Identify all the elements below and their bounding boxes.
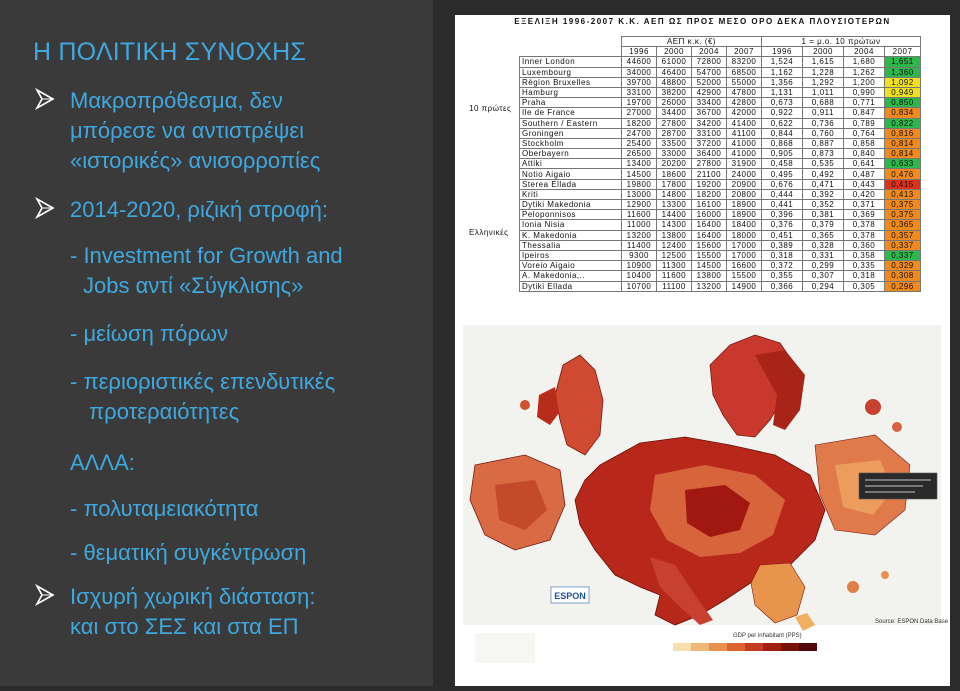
index-value: 1,131 <box>762 87 803 97</box>
gdp-value: 41000 <box>727 138 762 148</box>
gdp-value: 12900 <box>622 200 657 210</box>
gdp-value: 20800 <box>727 189 762 199</box>
index-value: 0,378 <box>844 220 885 230</box>
gdp-value: 19800 <box>622 179 657 189</box>
dash-line: - πολυταμειακότητα <box>70 496 259 521</box>
gdp-value: 16400 <box>692 230 727 240</box>
index-value: 0,844 <box>762 128 803 138</box>
gdp-value: 13200 <box>622 230 657 240</box>
gdp-value: 10900 <box>622 261 657 271</box>
index-2007-value: 0,814 <box>885 138 921 148</box>
gdp-value: 16100 <box>692 200 727 210</box>
gdp-value: 34200 <box>692 118 727 128</box>
index-value: 0,789 <box>844 118 885 128</box>
gdp-value: 48800 <box>657 77 692 87</box>
gdp-value: 16400 <box>692 220 727 230</box>
region-name: Oberbayern <box>520 149 622 159</box>
table-row <box>520 169 921 179</box>
map-source: Source: ESPON Data Base <box>875 619 949 625</box>
index-value: 0,365 <box>803 230 844 240</box>
gdp-value: 18900 <box>727 210 762 220</box>
gdp-value: 17000 <box>727 250 762 260</box>
alla-label <box>70 448 135 478</box>
index-value: 0,378 <box>844 230 885 240</box>
gdp-value: 33100 <box>622 87 657 97</box>
gdp-table <box>519 36 921 292</box>
gdp-value: 9300 <box>622 250 657 260</box>
gdp-value: 27800 <box>692 159 727 169</box>
index-value: 0,736 <box>803 118 844 128</box>
table-row <box>520 179 921 189</box>
region-name: Région Bruxelles <box>520 77 622 87</box>
year-cell: 2004 <box>844 47 885 57</box>
index-2007-value: 0,949 <box>885 87 921 97</box>
index-2007-value: 0,375 <box>885 210 921 220</box>
gdp-value: 11400 <box>622 240 657 250</box>
index-2007-value: 0,850 <box>885 98 921 108</box>
table-row <box>520 271 921 281</box>
gdp-value: 34400 <box>657 108 692 118</box>
index-value: 0,495 <box>762 169 803 179</box>
region-name: A. Makedonia,.. <box>520 271 622 281</box>
table-row <box>520 220 921 230</box>
region-name: Peloponnisos <box>520 210 622 220</box>
index-value: 0,487 <box>844 169 885 179</box>
gdp-value: 11000 <box>622 220 657 230</box>
table-row <box>520 200 921 210</box>
gdp-value: 15500 <box>692 250 727 260</box>
gdp-value: 41000 <box>727 149 762 159</box>
table-header-row <box>520 37 921 47</box>
index-value: 0,389 <box>762 240 803 250</box>
region-name: Voreio Aigaio <box>520 261 622 271</box>
gdp-value: 36400 <box>692 149 727 159</box>
arrow-bullet-icon <box>34 88 56 110</box>
index-value: 0,318 <box>762 250 803 260</box>
index-2007-value: 0,633 <box>885 159 921 169</box>
index-2007-value: 0,365 <box>885 220 921 230</box>
index-value: 0,760 <box>803 128 844 138</box>
gdp-value: 33400 <box>692 98 727 108</box>
table-row <box>520 77 921 87</box>
index-value: 0,360 <box>844 240 885 250</box>
index-value: 0,922 <box>762 108 803 118</box>
index-value: 0,318 <box>844 271 885 281</box>
bullet-2014-2020 <box>70 195 328 225</box>
index-value: 0,331 <box>803 250 844 260</box>
index-value: 0,441 <box>762 200 803 210</box>
table-row <box>520 159 921 169</box>
gdp-value: 19200 <box>692 179 727 189</box>
bullet-spatial <box>70 582 315 642</box>
gdp-value: 46400 <box>657 67 692 77</box>
gdp-value: 13400 <box>622 159 657 169</box>
gdp-value: 27000 <box>622 108 657 118</box>
index-2007-value: 0,822 <box>885 118 921 128</box>
gdp-value: 11600 <box>622 210 657 220</box>
index-2007-value: 0,415 <box>885 179 921 189</box>
bullet-line: Ισχυρή χωρική διάσταση: <box>70 584 316 609</box>
gdp-cartogram-map <box>455 325 950 686</box>
index-value: 0,335 <box>844 261 885 271</box>
gdp-value: 33500 <box>657 138 692 148</box>
gdp-table-panel <box>455 15 950 325</box>
index-value: 0,369 <box>844 210 885 220</box>
index-2007-value: 0,357 <box>885 230 921 240</box>
table-row <box>520 108 921 118</box>
index-value: 1,011 <box>803 87 844 97</box>
index-value: 1,356 <box>762 77 803 87</box>
gdp-value: 36700 <box>692 108 727 118</box>
gdp-value: 25400 <box>622 138 657 148</box>
gdp-value: 11300 <box>657 261 692 271</box>
index-2007-value: 0,814 <box>885 149 921 159</box>
index-value: 0,868 <box>762 138 803 148</box>
gdp-value: 15600 <box>692 240 727 250</box>
index-2007-value: 0,296 <box>885 281 921 291</box>
index-value: 0,622 <box>762 118 803 128</box>
gdp-value: 34000 <box>622 67 657 77</box>
index-value: 0,911 <box>803 108 844 118</box>
index-value: 1,200 <box>844 77 885 87</box>
region-name: Praha <box>520 98 622 108</box>
index-2007-value: 0,375 <box>885 200 921 210</box>
gdp-value: 27800 <box>657 118 692 128</box>
region-name: Ipeiros <box>520 250 622 260</box>
index-value: 0,420 <box>844 189 885 199</box>
gdp-value: 37200 <box>692 138 727 148</box>
gdp-value: 41400 <box>727 118 762 128</box>
index-value: 0,355 <box>762 271 803 281</box>
index-value: 0,471 <box>803 179 844 189</box>
index-value: 0,771 <box>844 98 885 108</box>
index-value: 0,458 <box>762 159 803 169</box>
arrow-bullet-icon <box>34 584 56 606</box>
gdp-value: 55000 <box>727 77 762 87</box>
gdp-value: 31900 <box>727 159 762 169</box>
table-row <box>520 261 921 271</box>
year-cell: 2004 <box>692 47 727 57</box>
gdp-value: 10700 <box>622 281 657 291</box>
region-name: Thessalia <box>520 240 622 250</box>
dash-priorities <box>70 367 335 427</box>
dash-line: ΑΛΛΑ: <box>70 450 135 475</box>
bullet-longterm <box>70 86 320 176</box>
index-value: 0,673 <box>762 98 803 108</box>
gdp-value: 42800 <box>727 98 762 108</box>
region-name: Notio Aigaio <box>520 169 622 179</box>
index-value: 0,358 <box>844 250 885 260</box>
index-value: 0,535 <box>803 159 844 169</box>
region-name: Groningen <box>520 128 622 138</box>
gdp-value: 33100 <box>692 128 727 138</box>
index-2007-value: 0,476 <box>885 169 921 179</box>
index-value: 0,905 <box>762 149 803 159</box>
gdp-value: 18200 <box>692 189 727 199</box>
bullet-line: μπόρεσε να αντιστρέψει <box>70 118 305 143</box>
index-value: 0,307 <box>803 271 844 281</box>
index-value: 0,444 <box>762 189 803 199</box>
gdp-value: 54700 <box>692 67 727 77</box>
year-cell: 2007 <box>885 47 921 57</box>
year-cell: 2007 <box>727 47 762 57</box>
gdp-value: 28700 <box>657 128 692 138</box>
index-2007-value: 0,413 <box>885 189 921 199</box>
table-body <box>520 57 921 291</box>
index-2007-value: 0,329 <box>885 261 921 271</box>
index-value: 0,352 <box>803 200 844 210</box>
gdp-value: 14500 <box>622 169 657 179</box>
index-value: 0,372 <box>762 261 803 271</box>
region-name: Ile de France <box>520 108 622 118</box>
gdp-value: 41100 <box>727 128 762 138</box>
gdp-value: 68500 <box>727 67 762 77</box>
index-value: 0,381 <box>803 210 844 220</box>
gdp-value: 18200 <box>622 118 657 128</box>
index-header: 1 = μ.ο. 10 πρώτων <box>762 37 921 47</box>
gdp-value: 16600 <box>727 261 762 271</box>
gdp-value: 13800 <box>692 271 727 281</box>
index-value: 1,162 <box>762 67 803 77</box>
index-value: 0,366 <box>762 281 803 291</box>
gdp-value: 20900 <box>727 179 762 189</box>
index-value: 0,379 <box>803 220 844 230</box>
gdp-value: 12400 <box>657 240 692 250</box>
gdp-value: 11600 <box>657 271 692 281</box>
index-value: 0,305 <box>844 281 885 291</box>
dash-line: προτεραιότητες <box>89 399 240 424</box>
map-legend-title: GDP per inhabitant (PPS) <box>733 633 802 639</box>
dash-thematic <box>70 538 306 568</box>
gdp-value: 72800 <box>692 57 727 67</box>
index-value: 0,873 <box>803 149 844 159</box>
gdp-value: 14500 <box>692 261 727 271</box>
index-value: 1,262 <box>844 67 885 77</box>
region-name: Dytiki Ellada <box>520 281 622 291</box>
table-row <box>520 67 921 77</box>
table-year-row <box>520 47 921 57</box>
bullet-line: «ιστορικές» ανισορροπίες <box>70 148 321 173</box>
table-row <box>520 250 921 260</box>
index-value: 0,294 <box>803 281 844 291</box>
arrow-bullet-icon <box>34 197 56 219</box>
dash-line: - Investment for Growth and <box>70 243 343 268</box>
index-2007-value: 1,092 <box>885 77 921 87</box>
index-value: 0,328 <box>803 240 844 250</box>
gdp-value: 61000 <box>657 57 692 67</box>
gdp-value: 39700 <box>622 77 657 87</box>
gdp-value: 21100 <box>692 169 727 179</box>
dash-resources <box>70 319 228 349</box>
index-value: 0,396 <box>762 210 803 220</box>
index-value: 1,228 <box>803 67 844 77</box>
table-title: ΕΞΕΛΙΞΗ 1996-2007 Κ.Κ. ΑΕΠ ΩΣ ΠΡΟΣ ΜΕΣΟ ΟΡΟ ΔΕΚΑ ΠΛΟΥΣΙΟΤΕΡΩΝ <box>514 17 891 26</box>
gdp-value: 83200 <box>727 57 762 67</box>
group-label-top10: 10 πρώτες <box>469 104 512 113</box>
gdp-value: 18400 <box>727 220 762 230</box>
gdp-value: 20200 <box>657 159 692 169</box>
table-row <box>520 240 921 250</box>
gdp-value: 12500 <box>657 250 692 260</box>
year-cell: 1996 <box>622 47 657 57</box>
gdp-value: 26000 <box>657 98 692 108</box>
index-value: 0,443 <box>844 179 885 189</box>
index-2007-value: 0,308 <box>885 271 921 281</box>
index-value: 0,764 <box>844 128 885 138</box>
index-value: 0,299 <box>803 261 844 271</box>
index-value: 0,858 <box>844 138 885 148</box>
index-value: 0,840 <box>844 149 885 159</box>
gdp-value: 11100 <box>657 281 692 291</box>
index-value: 0,451 <box>762 230 803 240</box>
index-2007-value: 0,337 <box>885 250 921 260</box>
year-cell: 2000 <box>657 47 692 57</box>
table-row <box>520 230 921 240</box>
table-row <box>520 281 921 291</box>
index-value: 0,371 <box>844 200 885 210</box>
dash-line: - θεματική συγκέντρωση <box>70 540 307 565</box>
gdp-value: 17800 <box>657 179 692 189</box>
table-row <box>520 87 921 97</box>
gdp-value: 13000 <box>622 189 657 199</box>
gdp-value: 10400 <box>622 271 657 281</box>
gdp-value: 14300 <box>657 220 692 230</box>
index-value: 0,990 <box>844 87 885 97</box>
index-value: 1,524 <box>762 57 803 67</box>
index-value: 0,376 <box>762 220 803 230</box>
dash-line: Jobs αντί «Σύγκλισης» <box>83 273 304 298</box>
gdp-value: 13300 <box>657 200 692 210</box>
table-row <box>520 118 921 128</box>
region-name: Attiki <box>520 159 622 169</box>
region-name: Ionia Nisia <box>520 220 622 230</box>
gdp-value: 24000 <box>727 169 762 179</box>
table-row <box>520 98 921 108</box>
table-row <box>520 210 921 220</box>
espon-map-panel <box>455 325 950 686</box>
region-name: Hamburg <box>520 87 622 97</box>
gdp-value: 26500 <box>622 149 657 159</box>
dash-line: - περιοριστικές επενδυτικές <box>70 369 336 394</box>
table-row <box>520 149 921 159</box>
gdp-value: 38200 <box>657 87 692 97</box>
index-value: 1,292 <box>803 77 844 87</box>
gdp-value: 16000 <box>692 210 727 220</box>
espon-logo: ESPON <box>554 591 586 601</box>
gdp-value: 18000 <box>727 230 762 240</box>
gdp-value: 13200 <box>692 281 727 291</box>
gdp-value: 42900 <box>692 87 727 97</box>
table-row <box>520 128 921 138</box>
region-name: Inner London <box>520 57 622 67</box>
dash-multifund <box>70 494 259 524</box>
index-value: 1,680 <box>844 57 885 67</box>
index-value: 1,615 <box>803 57 844 67</box>
gdp-value: 47800 <box>727 87 762 97</box>
dash-line: - μείωση πόρων <box>70 321 229 346</box>
gdp-value: 14400 <box>657 210 692 220</box>
index-2007-value: 0,816 <box>885 128 921 138</box>
table-row <box>520 189 921 199</box>
bullet-line: 2014-2020, ριζική στροφή: <box>70 197 329 222</box>
gdp-value: 44600 <box>622 57 657 67</box>
index-value: 0,392 <box>803 189 844 199</box>
left-text-panel <box>0 0 433 686</box>
region-name: Dytiki Makedonia <box>520 200 622 210</box>
gdp-value: 33000 <box>657 149 692 159</box>
index-value: 0,492 <box>803 169 844 179</box>
gdp-header: ΑΕΠ κ.κ. (€) <box>622 37 762 47</box>
table-row <box>520 138 921 148</box>
gdp-value: 17000 <box>727 240 762 250</box>
index-2007-value: 1,651 <box>885 57 921 67</box>
table-row <box>520 57 921 67</box>
group-label-greek: Ελληνικές <box>469 228 509 237</box>
region-name: Sterea Ellada <box>520 179 622 189</box>
index-2007-value: 1,360 <box>885 67 921 77</box>
slide-title: Η ΠΟΛΙΤΙΚΗ ΣΥΝΟΧΗΣ <box>33 38 306 66</box>
region-name: Kriti <box>520 189 622 199</box>
gdp-value: 42000 <box>727 108 762 118</box>
bullet-line: και στο ΣΕΣ και στα ΕΠ <box>70 614 299 639</box>
index-value: 0,641 <box>844 159 885 169</box>
gdp-value: 14800 <box>657 189 692 199</box>
gdp-value: 19700 <box>622 98 657 108</box>
year-cell: 1996 <box>762 47 803 57</box>
index-value: 0,688 <box>803 98 844 108</box>
gdp-value: 18600 <box>657 169 692 179</box>
index-value: 0,847 <box>844 108 885 118</box>
region-name: K. Makedonia <box>520 230 622 240</box>
gdp-value: 14900 <box>727 281 762 291</box>
gdp-value: 52000 <box>692 77 727 87</box>
gdp-value: 18900 <box>727 200 762 210</box>
dash-investment <box>70 241 343 301</box>
index-value: 0,676 <box>762 179 803 189</box>
region-name: Luxembourg <box>520 67 622 77</box>
index-2007-value: 0,834 <box>885 108 921 118</box>
gdp-value: 15500 <box>727 271 762 281</box>
gdp-value: 13800 <box>657 230 692 240</box>
index-value: 0,887 <box>803 138 844 148</box>
bullet-line: Μακροπρόθεσμα, δεν <box>70 88 283 113</box>
index-2007-value: 0,337 <box>885 240 921 250</box>
year-cell: 2000 <box>803 47 844 57</box>
region-name: Stockholm <box>520 138 622 148</box>
gdp-value: 24700 <box>622 128 657 138</box>
region-name: Southern / Eastern <box>520 118 622 128</box>
